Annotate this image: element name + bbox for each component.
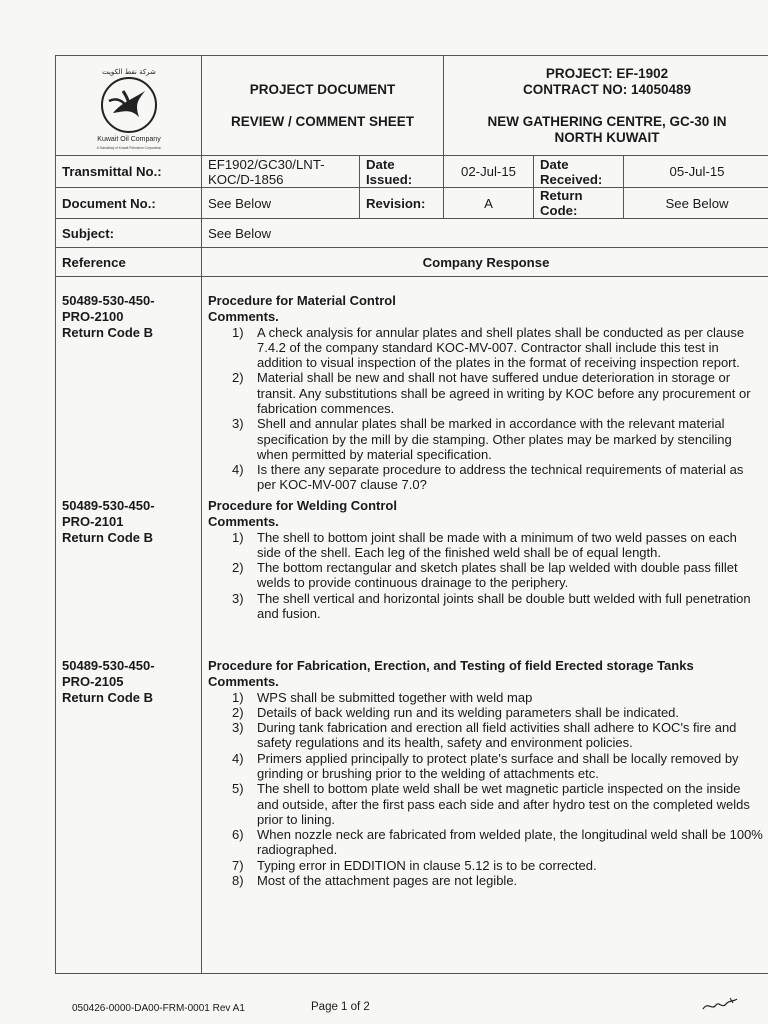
comment-text: A check analysis for annular plates and shell plates shall be conducted as per clause 7.4.2 of the company standard KOC-MV-007. Contractor shall include this test in addition to visual inspection of the plates in the format of receiving inspection report.	[257, 324, 745, 371]
reference-line: PRO-2101	[62, 513, 124, 529]
return-code-value: See Below	[624, 188, 768, 219]
reference-line: Return Code B	[62, 689, 153, 705]
comment-text: Is there any separate procedure to address the technical requirements of material as per KOC-MV-007 clause 7.0?	[257, 462, 744, 493]
header-row	[56, 56, 768, 156]
comment-number: 2)	[232, 370, 244, 386]
comment-number: 6)	[232, 827, 244, 843]
comment-number: 1)	[232, 529, 244, 545]
reference-line: Return Code B	[62, 529, 153, 545]
comments-label: Comments.	[208, 308, 279, 324]
doc-type: PROJECT DOCUMENT	[249, 81, 396, 97]
transmittal-row	[56, 156, 768, 188]
kuwait-oil-company-logo	[79, 61, 179, 151]
page-number: Page 1 of 2	[311, 1001, 370, 1013]
response-column	[202, 277, 768, 974]
transmittal-value-line-2: KOC/D-1856	[208, 171, 284, 187]
comment-text: WPS shall be submitted together with weld map	[257, 689, 533, 705]
date-received-value: 05-Jul-15	[624, 156, 768, 188]
comment-number: 2)	[232, 704, 244, 720]
content-row	[56, 277, 768, 974]
revision-label: Revision:	[360, 188, 444, 219]
date-issued-label: Date Issued:	[360, 156, 444, 188]
comment-text: Primers applied principally to protect plate's surface and shall be locally removed by grinding or brushing prior to the welding of attachments etc.	[257, 750, 739, 781]
revision-value: A	[444, 188, 534, 219]
comment-item	[208, 530, 764, 561]
document-value: See Below	[202, 188, 360, 219]
comment-number: 3)	[232, 416, 244, 432]
comment-text: Most of the attachment pages are not legible.	[257, 873, 518, 889]
logo-company-text: Kuwait Oil Company	[96, 135, 161, 143]
comment-number: 2)	[232, 560, 244, 576]
transmittal-value	[202, 156, 360, 188]
comment-item	[208, 751, 764, 782]
signature-initials	[700, 995, 740, 1015]
form-number: 050426-0000-DA00-FRM-0001 Rev A1	[72, 1003, 245, 1014]
transmittal-value-line-1: EF1902/GC30/LNT-	[208, 156, 325, 172]
project-number: PROJECT: EF-1902	[545, 65, 669, 81]
return-code-label: Return Code:	[534, 188, 624, 219]
reference-line: Return Code B	[62, 324, 153, 340]
reference-line: 50489-530-450-	[62, 657, 155, 673]
comment-text: The bottom rectangular and sketch plates shall be lap welded with double pass fillet welds to provide continuous drainage to the periphery.	[257, 560, 738, 591]
reference-column	[56, 277, 202, 974]
comment-item	[208, 462, 764, 493]
comment-text: Typing error in EDDITION in clause 5.12 is to be corrected.	[257, 857, 597, 873]
review-comment-table	[55, 55, 768, 974]
reference-line: PRO-2100	[62, 308, 124, 324]
section-response	[208, 658, 764, 958]
logo-tagline-text: A Subsidiary of Kuwait Petroleum Corporation	[96, 145, 161, 150]
comment-item	[208, 560, 764, 591]
company-response-header: Company Response	[202, 248, 768, 277]
transmittal-label: Transmittal No.:	[56, 156, 202, 188]
comment-text: The shell to bottom plate weld shall be wet magnetic particle inspected on the inside and outside, after the first pass each side and after hydro test on the completed welds prior to lining.	[257, 781, 750, 827]
section-response	[208, 293, 764, 498]
subject-row	[56, 219, 768, 248]
comment-text: Material shall be new and shall not have suffered undue deterioration in storage or transit. Any substitutions shall be agreed in writing by KOC before any procurement or fabrication commences.	[257, 370, 751, 416]
comment-text: Shell and annular plates shall be marked in accordance with the relevant material specification by the mill by die stamping. Other plates may be marked by stenciling when permitted by material specification.	[257, 416, 732, 462]
sheet-type: REVIEW / COMMENT SHEET	[231, 113, 415, 129]
reference-line: PRO-2105	[62, 673, 124, 689]
site-line-1: NEW GATHERING CENTRE, GC-30 IN	[487, 113, 727, 129]
section-response	[208, 498, 764, 658]
section-title: Procedure for Material Control	[208, 292, 396, 308]
section-title: Procedure for Welding Control	[208, 497, 397, 513]
reference-line: 50489-530-450-	[62, 497, 155, 513]
comment-number: 7)	[232, 857, 244, 873]
comment-number: 8)	[232, 873, 244, 889]
comment-number: 4)	[232, 750, 244, 766]
comment-number: 1)	[232, 689, 244, 705]
section-reference	[62, 293, 195, 498]
comment-item	[208, 781, 764, 827]
reference-header: Reference	[56, 248, 202, 277]
section-reference	[62, 498, 195, 658]
comment-text: During tank fabrication and erection all field activities shall adhere to KOC's fire and safety regulations and its health, safety and environment policies.	[257, 720, 737, 751]
comment-text: Details of back welding run and its welding parameters shall be indicated.	[257, 704, 680, 720]
comment-number: 3)	[232, 720, 244, 736]
comment-list	[208, 325, 764, 493]
comment-list	[208, 690, 764, 889]
comment-item	[208, 370, 764, 416]
reference-header-row	[56, 248, 768, 277]
comment-text: The shell vertical and horizontal joints shall be double butt welded with full penetration and fusion.	[257, 590, 751, 621]
comment-item	[208, 827, 764, 858]
subject-label: Subject:	[56, 219, 202, 248]
comments-label: Comments.	[208, 513, 279, 529]
comment-item	[208, 720, 764, 751]
comment-item	[208, 416, 764, 462]
comment-item	[208, 705, 764, 720]
comment-item	[208, 591, 764, 622]
site-line-2: NORTH KUWAIT	[554, 129, 660, 145]
comment-item	[208, 873, 764, 888]
comment-text: When nozzle neck are fabricated from welded plate, the longitudinal weld shall be 100% radiographed.	[257, 827, 763, 858]
comment-list	[208, 530, 764, 622]
comment-item	[208, 325, 764, 371]
section-title: Procedure for Fabrication, Erection, and Testing of field Erected storage Tanks	[208, 657, 694, 673]
comment-number: 3)	[232, 590, 244, 606]
header-project-cell	[444, 56, 768, 156]
date-received-label: Date Received:	[534, 156, 624, 188]
header-title-cell	[202, 56, 444, 156]
document-row	[56, 188, 768, 219]
subject-value: See Below	[202, 219, 768, 248]
comment-text: The shell to bottom joint shall be made with a minimum of two weld passes on each side of the shell. Each leg of the finished weld shall be of equal length.	[257, 529, 737, 560]
comments-label: Comments.	[208, 673, 279, 689]
logo-arabic-text: شركة نفط الكويت	[101, 67, 156, 76]
comment-number: 1)	[232, 324, 244, 340]
comment-number: 5)	[232, 781, 244, 797]
reference-line: 50489-530-450-	[62, 292, 155, 308]
date-issued-value: 02-Jul-15	[444, 156, 534, 188]
document-label: Document No.:	[56, 188, 202, 219]
comment-item	[208, 690, 764, 705]
logo-cell	[56, 56, 202, 156]
section-reference	[62, 658, 195, 958]
comment-number: 4)	[232, 462, 244, 478]
comment-item	[208, 858, 764, 873]
contract-number: CONTRACT NO: 14050489	[522, 81, 692, 97]
